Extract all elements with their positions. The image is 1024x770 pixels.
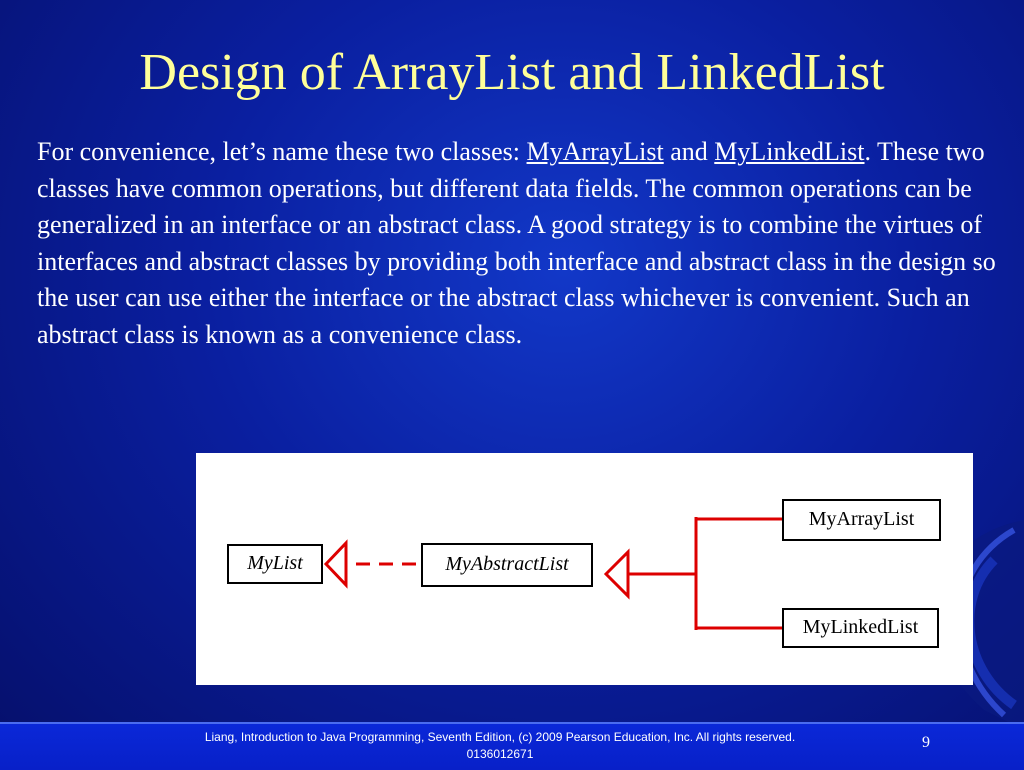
hollow-arrowhead-interface — [326, 543, 346, 585]
slide-title: Design of ArrayList and LinkedList — [139, 44, 885, 101]
class-name-myarraylist: MyArrayList — [526, 137, 664, 166]
slide-footer — [0, 722, 1024, 770]
paragraph-rest: . These two classes have common operations, but different data fields. The common operations can be generalized in an interface or an abstract class. A good strategy is to combine the virtues of interfaces and abstract classes by providing both interface and abstract class in the design so the user can use either the interface or the abstract class whichever is convenient. Such an abstract class is known as a convenience class. — [37, 137, 996, 349]
mylist-box — [227, 544, 323, 584]
page-number: 9 — [922, 734, 930, 751]
mylinkedlist-label: MyLinkedList — [802, 616, 919, 638]
paragraph-and: and — [663, 137, 715, 166]
myarraylist-label: MyArrayList — [808, 508, 915, 530]
mylinkedlist-box — [782, 608, 939, 648]
paragraph-intro: For convenience, let’s name these two classes: — [37, 137, 527, 166]
class-name-mylinkedlist: MyLinkedList — [714, 137, 865, 166]
body-paragraph — [37, 134, 997, 353]
myabstractlist-box — [421, 543, 593, 587]
myarraylist-box — [782, 499, 941, 541]
uml-diagram — [196, 453, 973, 685]
footer-credit: Liang, Introduction to Java Programming, Seventh Edition, (c) 2009 Pearson Education, Inc. All rights reserved. 0136012671 — [204, 730, 796, 761]
hollow-arrowhead-abstract — [606, 552, 628, 596]
myabstractlist-label: MyAbstractList — [445, 553, 569, 575]
mylist-label: MyList — [247, 552, 303, 574]
